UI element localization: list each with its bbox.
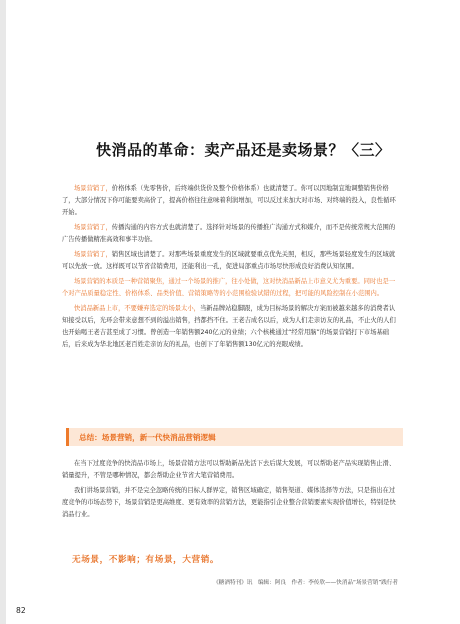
closing-slogan: 无场景，不影响；有场景，大营销。: [72, 555, 220, 565]
page-number: 82: [16, 606, 26, 615]
article-title: 快消品的革命：卖产品还是卖场景？〈三〉: [96, 141, 391, 159]
paragraph-text: 当新品牌站稳脚跟，成为目标场景的解决方案而被越来越多的消费者认知接受以后，光环会带来意想不到的溢出销售，挡都挡不住。王老吉成名以后，成为人们走亲访友的礼品，不止火的人们也开始喝王老吉甚至成了习惯。曾创造一年销售额240亿元的业绩；六个核桃通过“经常用脑”的场景营销打下市场基础后，后来成为华北地区老百姓走亲访友的礼品，也创下了年销售额130亿元的亮眼成绩。: [62, 305, 396, 348]
source-credit: 《糖酒特刊》讯 编辑：阿良 作者：李传欣——快消品“场景营销”践行者: [213, 580, 398, 586]
summary-heading: 总结：场景营销，新一代快消品营销逻辑: [79, 433, 216, 442]
paragraph-communication: [62, 222, 400, 246]
summary-heading-bar: [66, 428, 403, 446]
paragraph-lead: 场景营销了，: [74, 251, 112, 258]
page-edge-shadow: [0, 0, 6, 624]
summary-paragraph: 在当下过度竞争的快消品市场上，场景营销方法可以帮助新品先活下去后谋大发展，可以帮助老产品实现销售止滑、销量提升，不管是哪种情况，都会帮助企业节省大笔营销费用。: [62, 460, 396, 479]
paragraph-region: [62, 249, 400, 273]
paragraph-price: [62, 183, 400, 219]
paragraph-text: 传播沟通的内容方式也就清楚了。选择针对场景的传播推广沟通方式和媒介，而不是传统常规大范围的广告传播做精准高效和事半功倍。: [62, 224, 396, 243]
paragraph-lead: 快消品新品上市，不要嫌弃选定的场景太小，: [74, 305, 200, 312]
article-body-part-1: [62, 183, 400, 354]
paragraph-text: 销售区域也清楚了。对那些场景重度发生的区域就要重点优先关照，相反，那些场景轻度发生的区域就可以先放一放。这样既可以节省营销费用，还能利出一孔，促进局部重点市场尽快形成良好消费认知氛围。: [62, 251, 396, 270]
article-body-part-2: [62, 458, 400, 524]
paragraph-text: 价格体系（先零售价，后终端供货价及整个价格体系）也就清楚了。你可以因地制宜地调整销售价格了，大部分情况下你可能要卖高价了，提高价格往往意味着利润增加，可以反过来加大对市场、对终端的投入，良性循环开始。: [62, 185, 396, 216]
paragraph-case: [62, 303, 400, 351]
paragraph-highlight: 场景营销的本质是一种营销聚焦，通过一个场景的推广，往小处做，这对快消品新品上市意义尤为重要。同时也是一个对产品质量稳定性、价格体系、品类价值、营销策略等的小范围检验试错的过程，把可能的风险控制在小范围内。: [62, 278, 396, 297]
paragraph-lead: 场景营销了，: [74, 224, 112, 231]
summary-paragraph: 我们讲场景营销，并不是完全忽略传统的目标人群界定，销售区域确定，销售渠道、媒体选择等方法，只是指出在过度竞争的市场态势下，场景营销是更高维度、更有效率的营销方法，更能指引企业整合营销要素实现价值增长，特别是快消品行业。: [62, 487, 396, 518]
paragraph-lead: 场景营销了，: [74, 185, 112, 192]
